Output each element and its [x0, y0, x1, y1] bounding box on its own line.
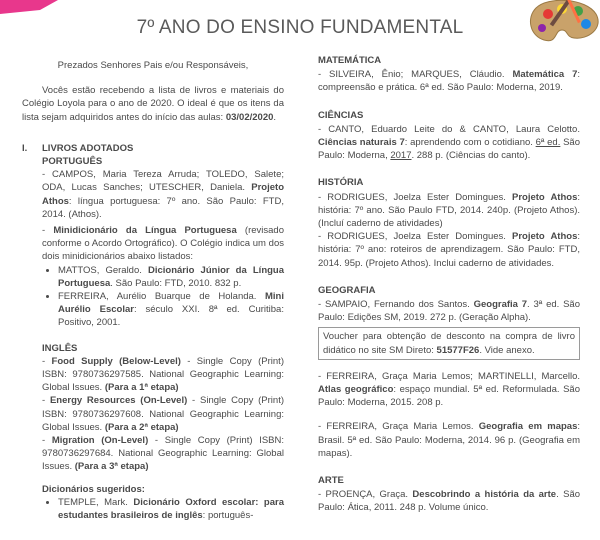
geografia-item-3	[318, 420, 580, 460]
text: . São Paulo: Ática, 2011. 248 p. Volume único.	[318, 489, 581, 514]
text: - FERREIRA, Graça Maria Lemos; MARTINELLI, Marcello.	[318, 370, 580, 382]
text: -	[42, 355, 52, 367]
book-title: Food Supply (Below-Level)	[51, 355, 181, 367]
portugues-heading: PORTUGUÊS	[42, 156, 103, 168]
year: 2017	[390, 150, 412, 162]
arte-item	[318, 488, 580, 514]
historia-block	[318, 176, 580, 269]
book-title: Geografia em mapas	[478, 421, 578, 433]
historia-item-2	[318, 230, 580, 270]
section-number: I.	[22, 142, 28, 154]
text: . 3ª ed. São Paulo: Edições SM, 2019. 272 p. (Geração Alpha).	[318, 299, 580, 324]
text: - Single Copy (Print) ISBN: 9780736297608. National Geographic Learning: Global Issues.	[42, 395, 285, 433]
matematica-block	[318, 54, 580, 95]
edition: 6ª ed.	[535, 137, 561, 149]
text: - FERREIRA, Graça Maria Lemos.	[318, 421, 479, 433]
matematica-item	[318, 68, 580, 94]
text: - RODRIGUES, Joelza Ester Domingues.	[318, 191, 512, 203]
geografia-item-1	[318, 298, 580, 324]
ciencias-block	[318, 109, 580, 163]
book-title: Dicionário Júnior da Língua Portuguesa	[58, 264, 285, 289]
text: : aprendendo com o cotidiano.	[404, 137, 536, 149]
text: : compreensão e prática. 6ª ed. São Paulo: Moderna, 2019.	[318, 69, 581, 94]
text: -	[42, 435, 52, 447]
list-item	[58, 290, 284, 330]
text: : história: 7º ano: roteiros de aprendizagem. São Paulo: FTD, 2014. 95p. (Projeto Athos). Inclui caderno de atividades.	[318, 231, 580, 269]
text: : século XXI. 8ª ed. Curitiba: Positivo, 2001.	[58, 304, 284, 329]
text: - RODRIGUES, Joelza Ester Domingues.	[318, 231, 512, 243]
voucher-code: 51577F26	[436, 344, 480, 356]
book-title: Mini Aurélio Escolar	[58, 291, 284, 316]
dictionary-list	[42, 264, 284, 330]
matematica-heading: MATEMÁTICA	[318, 55, 382, 66]
arte-heading: ARTE	[318, 475, 344, 487]
text: - Single Copy (Print) ISBN: 9780736297684. National Geographic Learning: Global Issues.	[42, 435, 284, 473]
portugues-item-2	[42, 224, 284, 264]
intro-end: .	[273, 111, 277, 123]
list-item	[58, 264, 284, 290]
portugues-item-1	[42, 168, 284, 221]
ciencias-heading: CIÊNCIAS	[318, 109, 364, 121]
book-title: Dicionário Oxford escolar: para estudantes brasileiros de inglês	[58, 496, 284, 522]
ingles-item-1	[42, 355, 284, 395]
dictionaries-heading: Dicionários sugeridos:	[42, 483, 145, 495]
stage-note: (Para a 1ª etapa)	[104, 382, 179, 394]
book-title: Projeto Athos	[42, 182, 284, 207]
text: - Single Copy (Print) ISBN: 9780736297585. National Geographic Learning: Global Issues.	[42, 355, 284, 394]
book-title: Energy Resources (On-Level)	[49, 395, 188, 407]
book-title: Ciências naturais 7	[318, 137, 405, 149]
text: : Brasil. 5ª ed. São Paulo: Moderna, 2014. 96 p. (Geografia em mapas).	[318, 421, 580, 459]
section-heading	[22, 142, 284, 155]
book-title: Migration (On-Level)	[51, 435, 149, 447]
geografia-item-2	[318, 370, 580, 410]
text: . 288 p. (Ciências do canto).	[411, 150, 531, 162]
text: FERREIRA, Aurélio Buarque de Holanda.	[58, 291, 265, 303]
book-title: Projeto Athos	[512, 191, 578, 203]
text: -	[42, 395, 50, 407]
left-column	[22, 54, 284, 522]
text: - PROENÇA, Graça.	[318, 489, 413, 501]
text: : português-	[202, 510, 254, 522]
arte-block	[318, 474, 580, 515]
pink-corner-decoration	[0, 0, 58, 14]
page-title: 7º ANO DO ENSINO FUNDAMENTAL	[136, 17, 464, 38]
stage-note: (Para a 2ª etapa)	[104, 421, 179, 433]
intro-paragraph	[22, 84, 284, 124]
text: . Vide anexo.	[479, 344, 535, 356]
book-title: Projeto Athos	[512, 231, 578, 243]
text: São Paulo: Moderna,	[318, 137, 580, 162]
voucher-box	[318, 327, 580, 359]
book-title: Atlas geográfico	[318, 384, 394, 396]
text: . São Paulo: FTD, 2010. 832 p.	[110, 277, 242, 289]
section-title: LIVROS ADOTADOS	[42, 142, 134, 154]
intro-text: Vocês estão recebendo a lista de livros e materiais do Colégio Loyola para o ano de 2020. O ideal é que os itens da lista sejam adquiridos antes do início das aulas:	[22, 85, 284, 123]
geografia-block	[318, 284, 580, 460]
ingles-item-3	[42, 434, 284, 474]
text: (revisado conforme o Acordo Ortográfico). O Colégio indica um dos dois minidicionários abaixo listados:	[42, 225, 284, 263]
text: - SILVEIRA, Ênio; MARQUES, Cláudio.	[318, 69, 513, 81]
text: - SAMPAIO, Fernando dos Santos.	[318, 299, 474, 311]
greeting: Prezados Senhores Pais e/ou Responsáveis,	[57, 60, 249, 71]
book-title: Matemática 7	[512, 69, 578, 81]
historia-item-1	[318, 191, 580, 231]
text: -	[42, 225, 54, 237]
book-title: Geografia 7	[473, 299, 528, 311]
geografia-heading: GEOGRAFIA	[318, 284, 376, 296]
list-item	[58, 496, 284, 522]
text: MATTOS, Geraldo.	[58, 264, 148, 276]
historia-heading: HISTÓRIA	[318, 177, 364, 189]
text: TEMPLE, Mark.	[58, 496, 134, 508]
intro-date: 03/02/2020	[225, 111, 274, 123]
text: : espaço mundial. 5ª ed. Reformulada. São Paulo: Moderna, 2015. 208 p.	[318, 384, 580, 409]
text: : língua portuguesa: 7º ano. São Paulo: FTD, 2014. (Athos).	[42, 195, 284, 220]
right-column	[318, 54, 580, 515]
text: - CAMPOS, Maria Tereza Arruda; TOLEDO, Salete; ODA, Lucas Sanches; UTESCHER, Daniela.	[42, 169, 284, 194]
text: - CANTO, Eduardo Leite do & CANTO, Laura Celotto.	[318, 123, 580, 135]
book-title: Descobrindo a história da arte	[412, 489, 557, 501]
portugues-block	[22, 155, 284, 522]
book-title: Minidicionário da Língua Portuguesa	[53, 225, 237, 237]
ciencias-item	[318, 123, 580, 163]
english-dictionary-list	[42, 496, 284, 522]
text: Voucher para obtenção de desconto na compra de livro didático no site SM Direto:	[323, 331, 575, 356]
text: : história: 7º ano. São Paulo FTD, 2014. 240p. (Projeto Athos). (Incluí caderno de atividades)	[318, 191, 580, 230]
ingles-heading: INGLÊS	[42, 342, 78, 354]
stage-note: (Para a 3ª etapa)	[74, 461, 149, 473]
ingles-item-2	[42, 394, 284, 434]
